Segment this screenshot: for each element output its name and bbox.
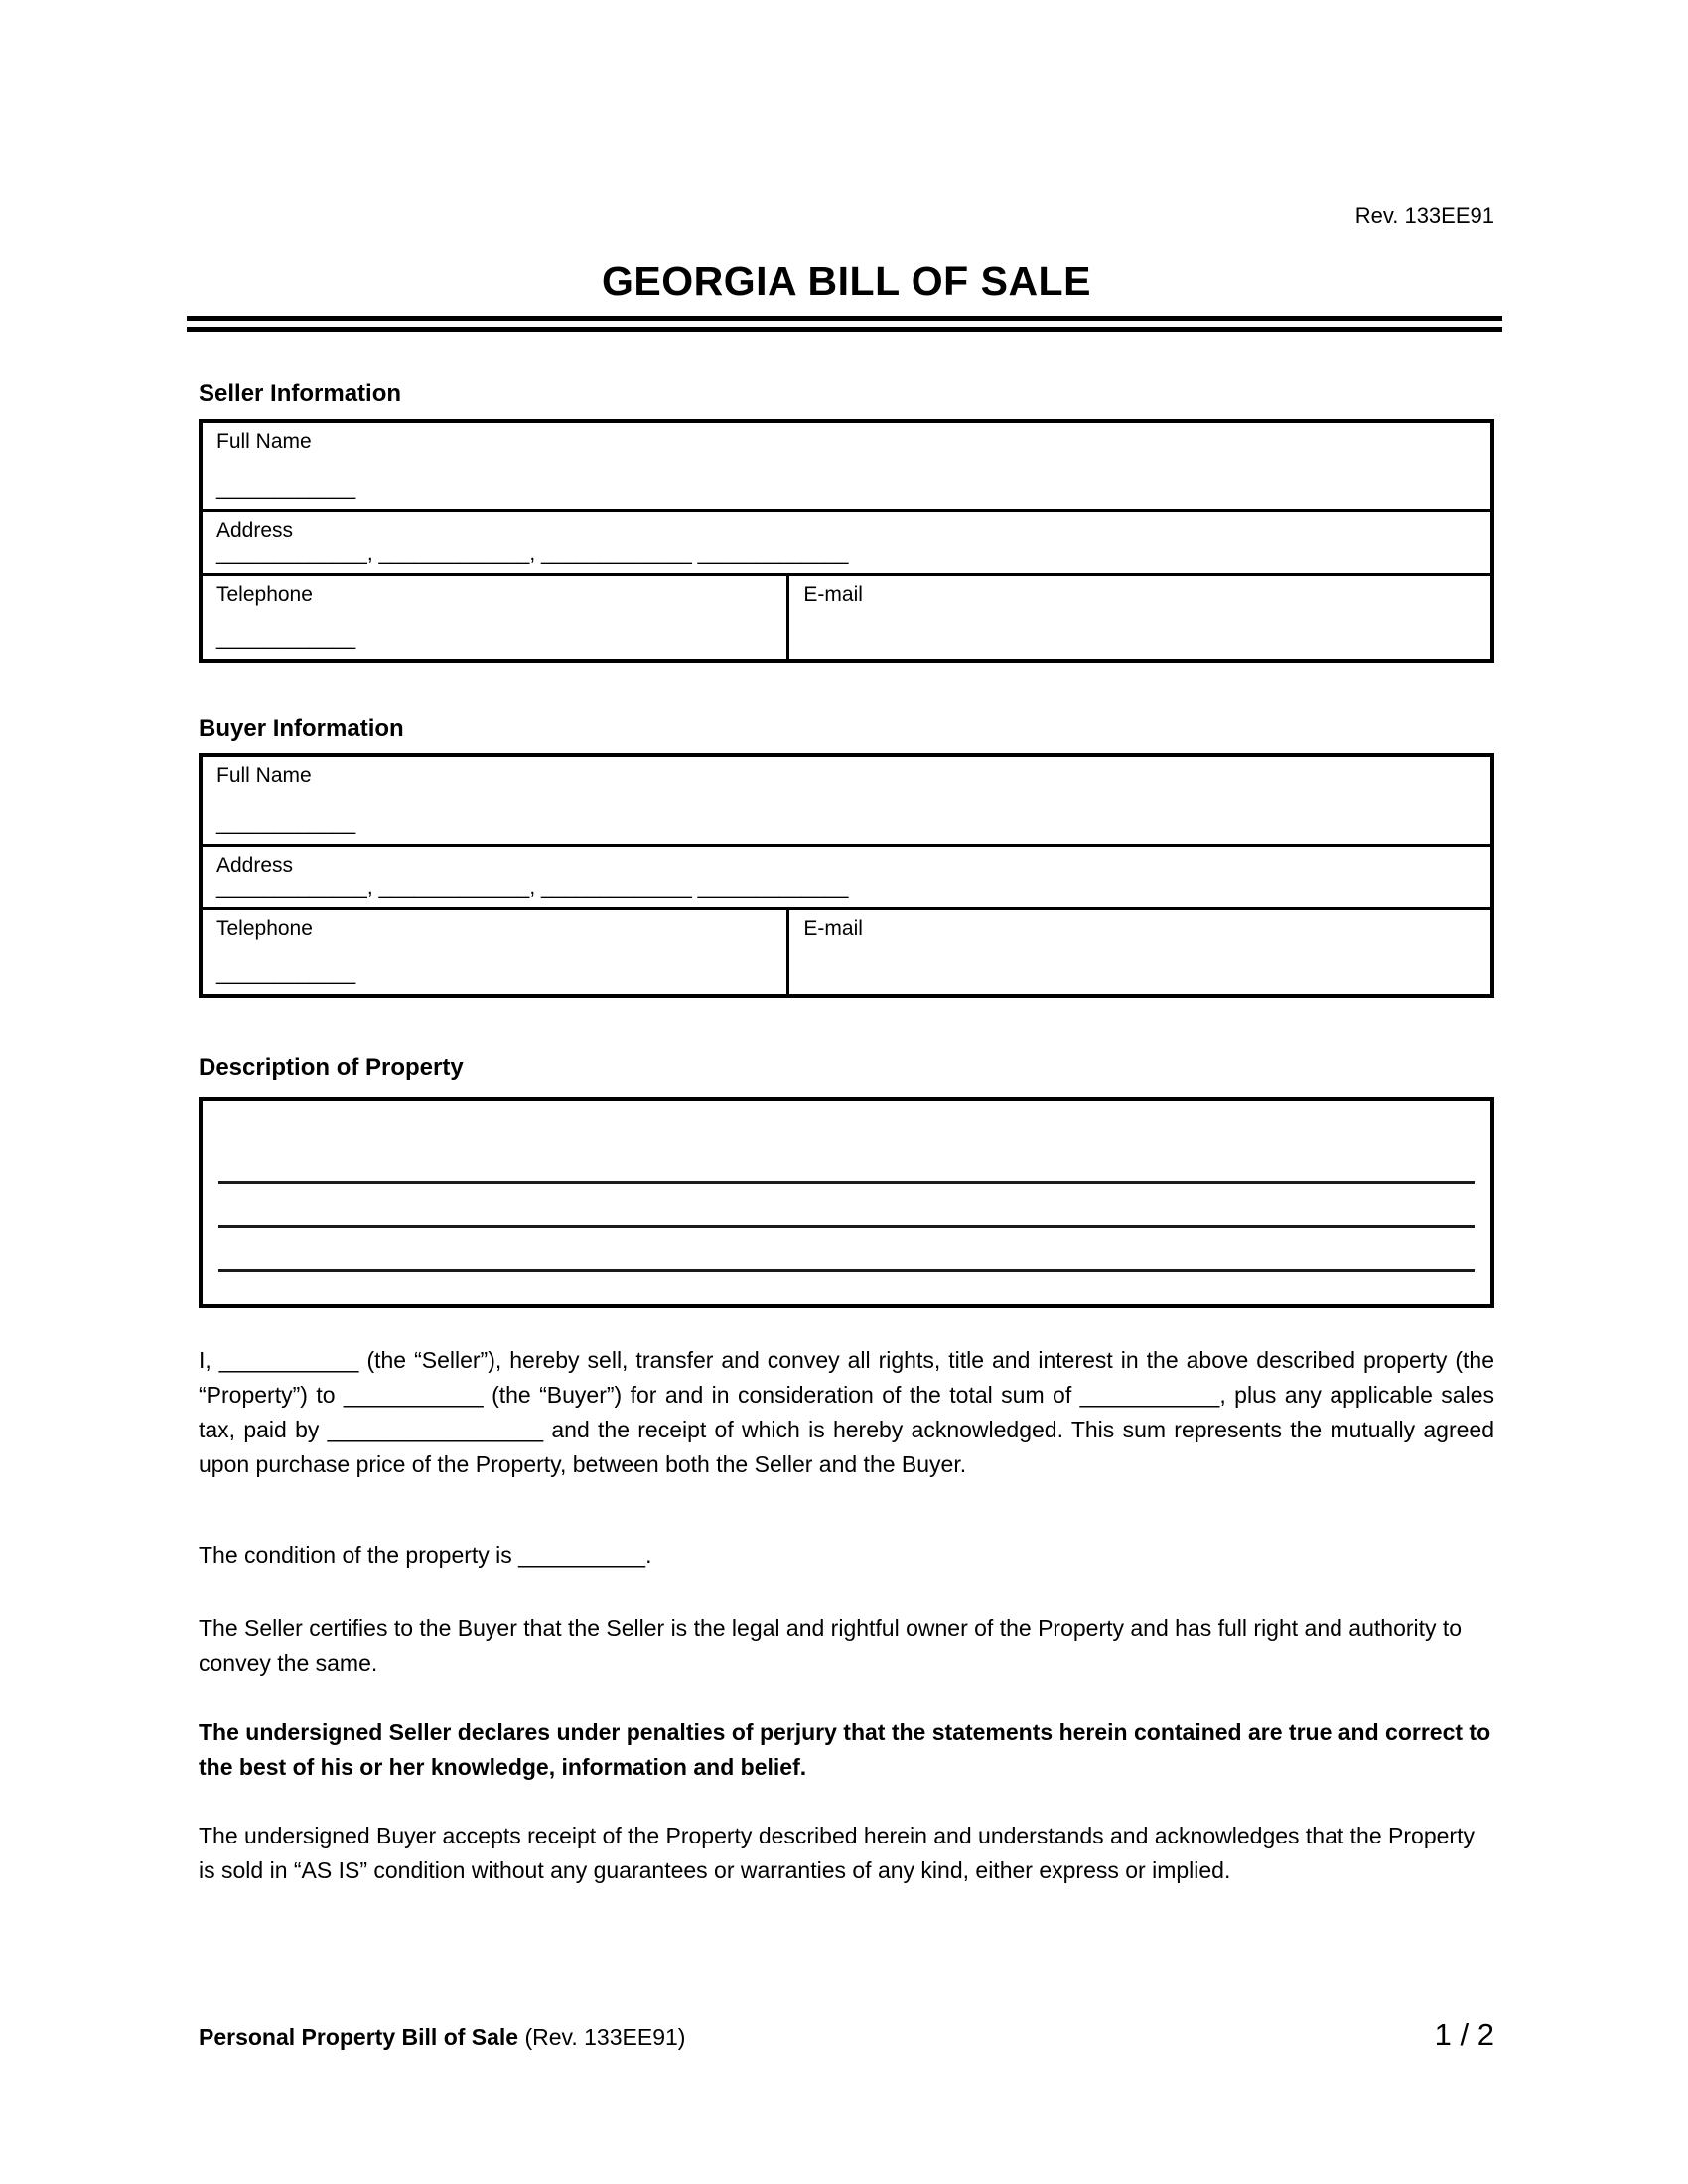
buyer-email-label: E-mail <box>803 917 863 940</box>
seller-address-blanks[interactable]: _____________, _____________, _____________ _____________ <box>216 542 849 565</box>
sale-terms-paragraph: I, ___________ (the “Seller”), hereby sell, transfer and convey all rights, title and interest in the above described property (the “Property”) to ___________ (the “Buyer”) for and in consideration of the total sum of ___________, plus any applicable sales tax, paid by _________________ and the receipt of which is hereby acknowledged. This sum represents the mutually agreed upon purchase price of the Property, between both the Seller and the Buyer. <box>199 1347 1494 1477</box>
declaration-paragraph: The undersigned Seller declares under penalties of perjury that the statements herein contained are true and correct to the best of his or her knowledge, information and belief. <box>199 1719 1491 1780</box>
seller-full-name-label: Full Name <box>216 430 312 453</box>
description-write-in-line-3[interactable] <box>218 1269 1475 1272</box>
page-title: GEORGIA BILL OF SALE <box>602 258 1091 304</box>
seller-email-label: E-mail <box>803 583 863 606</box>
buyer-full-name-cell <box>203 757 1490 847</box>
seller-telephone-label: Telephone <box>216 583 313 606</box>
description-write-in-line-2[interactable] <box>218 1225 1475 1228</box>
seller-contact-row <box>203 576 1490 659</box>
buyer-address-cell <box>203 847 1490 910</box>
seller-full-name-blank[interactable]: ____________ <box>216 478 356 500</box>
seller-email-cell <box>789 576 1490 659</box>
footer-document-name: Personal Property Bill of Sale <box>199 2024 519 2050</box>
acceptance-paragraph: The undersigned Buyer accepts receipt of the Property described herein and understands and acknowledges that the Property is sold in “AS IS” condition without any guarantees or warranties of any kind, either express or implied. <box>199 1823 1475 1883</box>
page-content <box>199 0 1494 1888</box>
page-number-indicator: 1 / 2 <box>1434 2017 1494 2052</box>
buyer-contact-row <box>203 910 1490 994</box>
certification-paragraph: The Seller certifies to the Buyer that the Seller is the legal and rightful owner of the Property and has full right and authority to convey the same. <box>199 1615 1463 1676</box>
seller-telephone-blank[interactable]: ____________ <box>216 627 356 650</box>
buyer-full-name-label: Full Name <box>216 764 312 787</box>
footer-revision-label: (Rev. 133EE91) <box>524 2024 686 2050</box>
seller-telephone-cell <box>203 576 789 659</box>
page-footer <box>199 2017 1494 2053</box>
seller-section-heading: Seller Information <box>199 380 402 407</box>
buyer-info-table <box>199 753 1494 998</box>
footer-document-label <box>199 2024 685 2051</box>
description-write-in-line-1[interactable] <box>218 1181 1475 1184</box>
condition-paragraph: The condition of the property is __________. <box>199 1542 652 1568</box>
buyer-address-blanks[interactable]: _____________, _____________, _____________ _____________ <box>216 877 849 899</box>
seller-address-label: Address <box>216 519 294 542</box>
buyer-address-label: Address <box>216 854 294 877</box>
buyer-email-cell <box>789 910 1490 994</box>
seller-full-name-cell <box>203 423 1490 512</box>
description-section-heading: Description of Property <box>199 1054 464 1081</box>
buyer-telephone-blank[interactable]: ____________ <box>216 962 356 985</box>
seller-address-cell <box>203 512 1490 576</box>
buyer-telephone-cell <box>203 910 789 994</box>
buyer-section-heading: Buyer Information <box>199 715 404 742</box>
seller-info-table <box>199 419 1494 663</box>
revision-label: Rev. 133EE91 <box>1354 204 1494 228</box>
buyer-telephone-label: Telephone <box>216 917 313 940</box>
description-box <box>199 1097 1494 1308</box>
buyer-full-name-blank[interactable]: ____________ <box>216 812 356 835</box>
title-divider <box>187 316 1502 332</box>
